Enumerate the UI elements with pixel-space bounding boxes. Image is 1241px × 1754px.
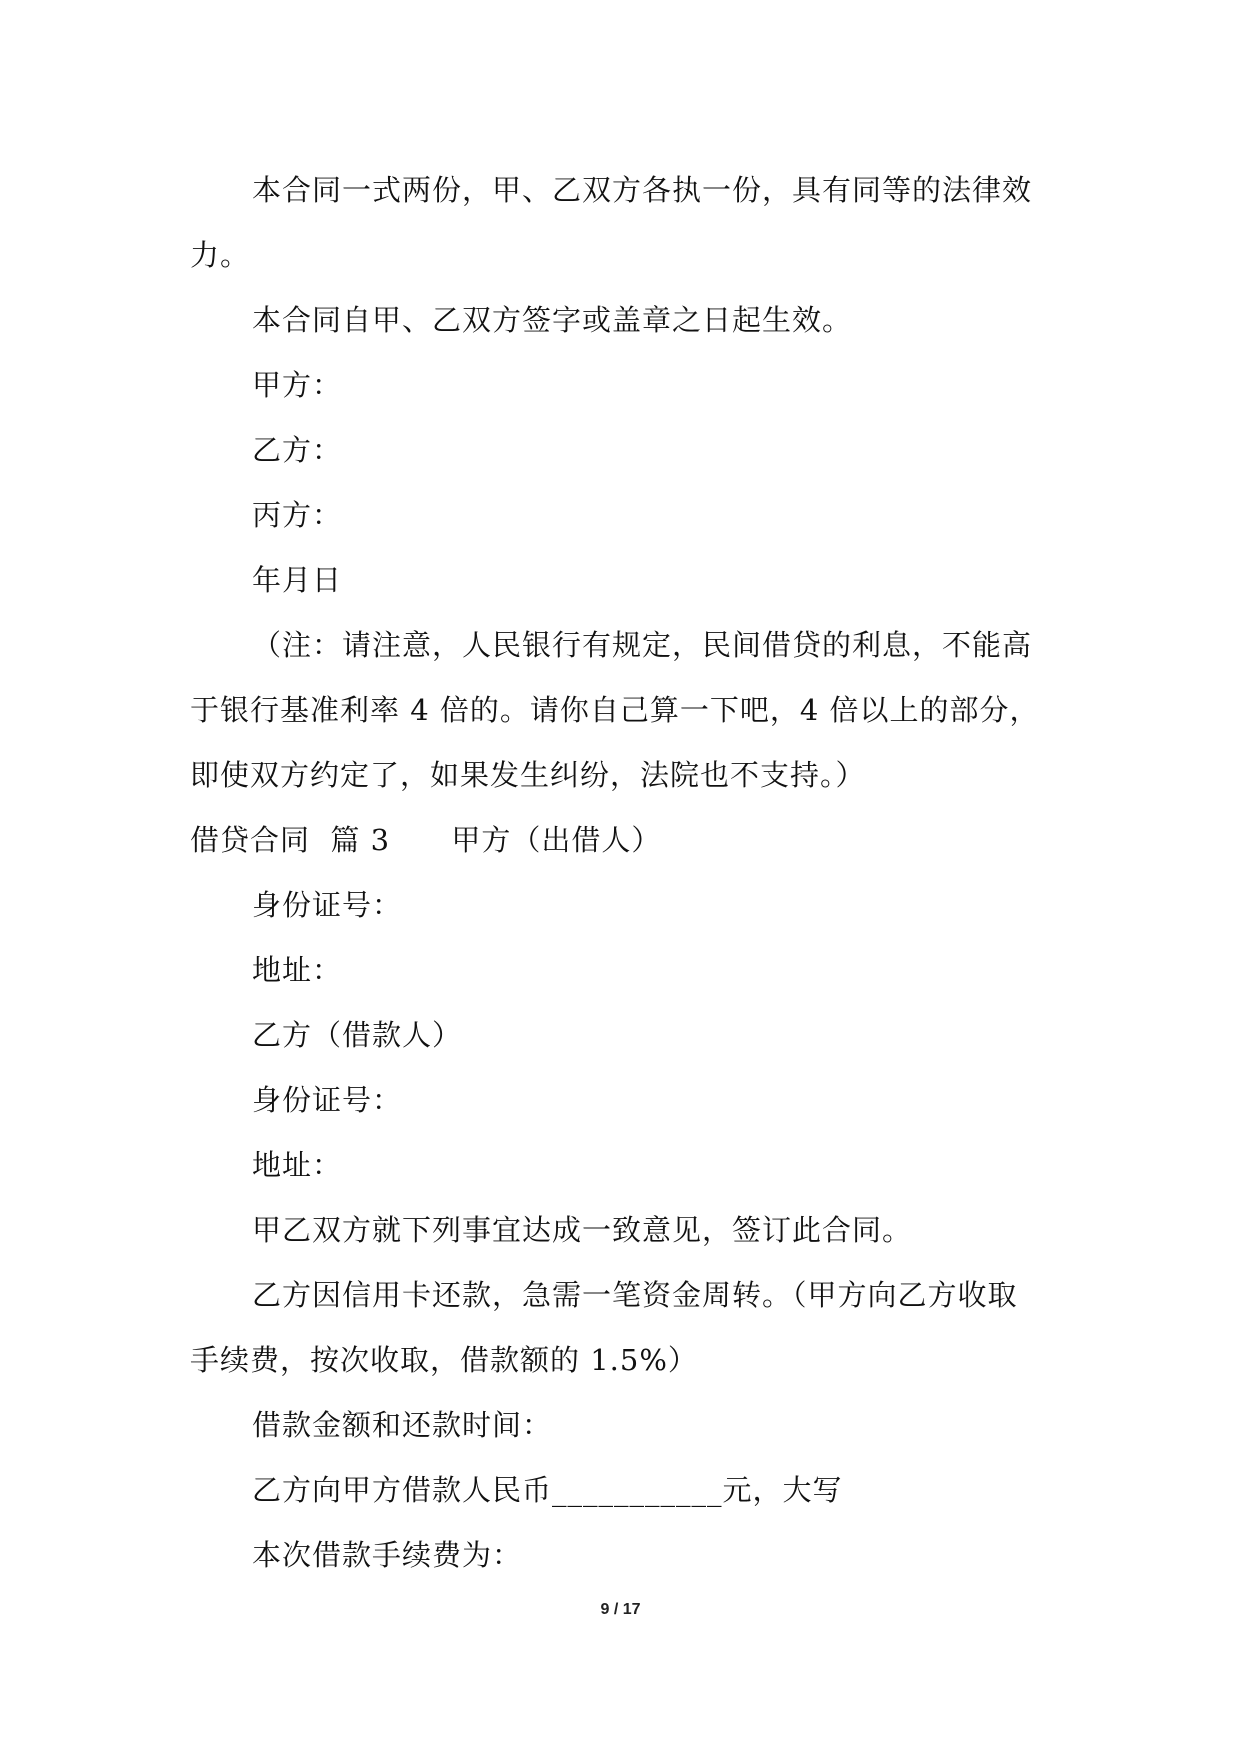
id-number-label: 身份证号：	[252, 1083, 403, 1117]
party-b-label: 乙方：	[252, 433, 343, 467]
note-line: （注：请注意，人民银行有规定，民间借贷的利息，不能高	[252, 628, 1033, 662]
paragraph-line: 手续费，按次收取，借款额的 1.5%）	[190, 1343, 698, 1377]
note-line: 于银行基准利率 4 倍的。请你自己算一下吧，4 倍以上的部分，	[190, 693, 1040, 727]
address-label: 地址：	[252, 1148, 343, 1182]
paragraph-line: 甲乙双方就下列事宜达成一致意见，签订此合同。	[252, 1213, 913, 1247]
party-a-label: 甲方：	[252, 368, 343, 402]
date-line: 年月日	[252, 563, 343, 597]
section-heading: 借贷合同 篇 3 甲方（出借人）	[190, 823, 662, 857]
loan-amount-heading: 借款金额和还款时间：	[252, 1408, 553, 1442]
borrower-label: 乙方（借款人）	[252, 1018, 463, 1052]
id-number-label: 身份证号：	[252, 888, 403, 922]
paragraph-line: 乙方因信用卡还款，急需一笔资金周转。（甲方向乙方收取	[252, 1278, 1018, 1312]
paragraph-line: 力。	[190, 238, 251, 272]
loan-amount-line: 乙方向甲方借款人民币___________元，大写	[252, 1473, 843, 1507]
party-c-label: 丙方：	[252, 498, 343, 532]
paragraph-line: 本合同自甲、乙双方签字或盖章之日起生效。	[252, 303, 853, 337]
address-label: 地址：	[252, 953, 343, 987]
fee-line: 本次借款手续费为：	[252, 1538, 523, 1572]
paragraph-line: 本合同一式两份，甲、乙双方各执一份，具有同等的法律效	[252, 173, 1033, 207]
note-line: 即使双方约定了，如果发生纠纷，法院也不支持。）	[190, 758, 866, 792]
document-body	[190, 158, 1060, 1588]
page-number: 9 / 17	[600, 1601, 641, 1618]
